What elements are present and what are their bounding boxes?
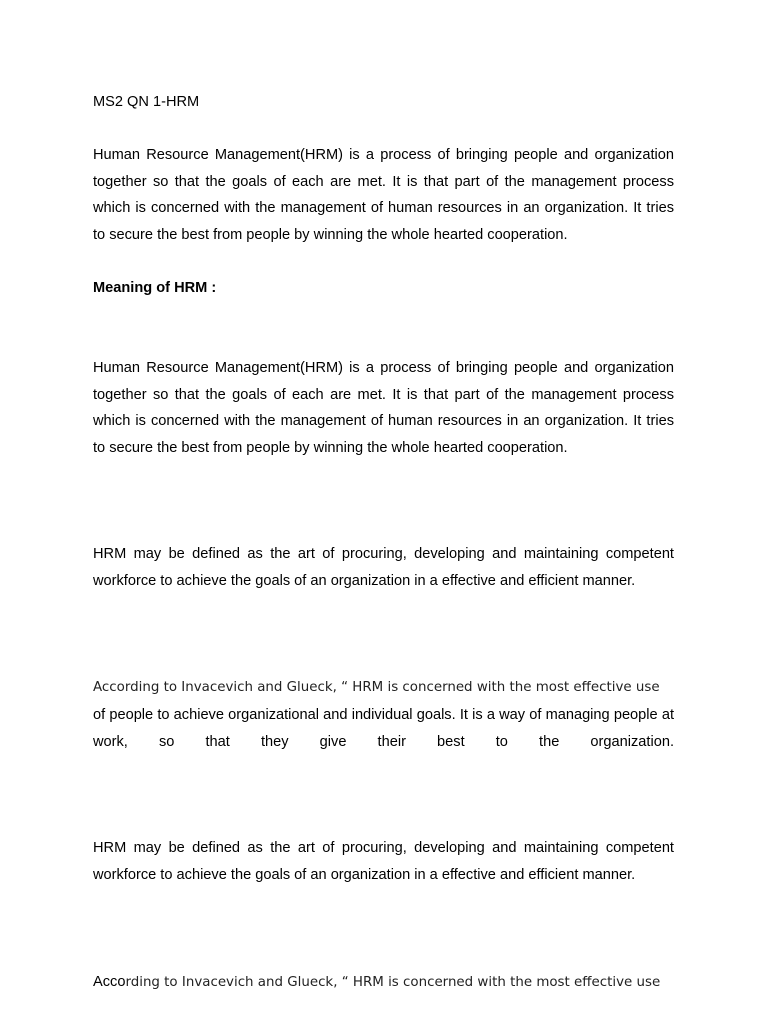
document-header: MS2 QN 1-HRM [93, 94, 200, 110]
citation-lead-line-repeat [93, 969, 674, 997]
paragraph-hrm-art-repeat: HRM may be defined as the art of procuring, developing and maintaining competent workforce to achieve the goals of an organization in a effective and efficient manner. [93, 840, 674, 883]
citation-continuation-text: of people to achieve organizational and individual goals. It is a way of managing people at work, so that they give their best to the organization. [93, 707, 674, 750]
paragraph-hrm-definition-repeat: Human Resource Management(HRM) is a process of bringing people and organization together so that the goals of each are met. It is that part of the management process which is concerned with the management of human resources in an organization. It tries to secure the best from people by winning the whole hearted cooperation. [93, 360, 674, 457]
paragraph-hrm-art: HRM may be defined as the art of procuring, developing and maintaining competent workforce to achieve the goals of an organization in a effective and efficient manner. [93, 546, 674, 589]
paragraph-hrm-definition: Human Resource Management(HRM) is a process of bringing people and organization together so that the goals of each are met. It is that part of the management process which is concerned with the management of human resources in an organization. It tries to secure the best from people by winning the whole hearted cooperation. [93, 147, 674, 244]
citation-continuation [93, 702, 674, 782]
citation-lead-rest-text: rding to Invacevich and Glueck, “ HRM is concerned with the most effective use [125, 975, 661, 990]
heading-meaning-of-hrm: Meaning of HRM : [93, 280, 217, 296]
citation-lead-line: According to Invacevich and Glueck, “ HRM is concerned with the most effective use [93, 680, 660, 695]
citation-lead-dark-text: Acco [93, 974, 126, 990]
